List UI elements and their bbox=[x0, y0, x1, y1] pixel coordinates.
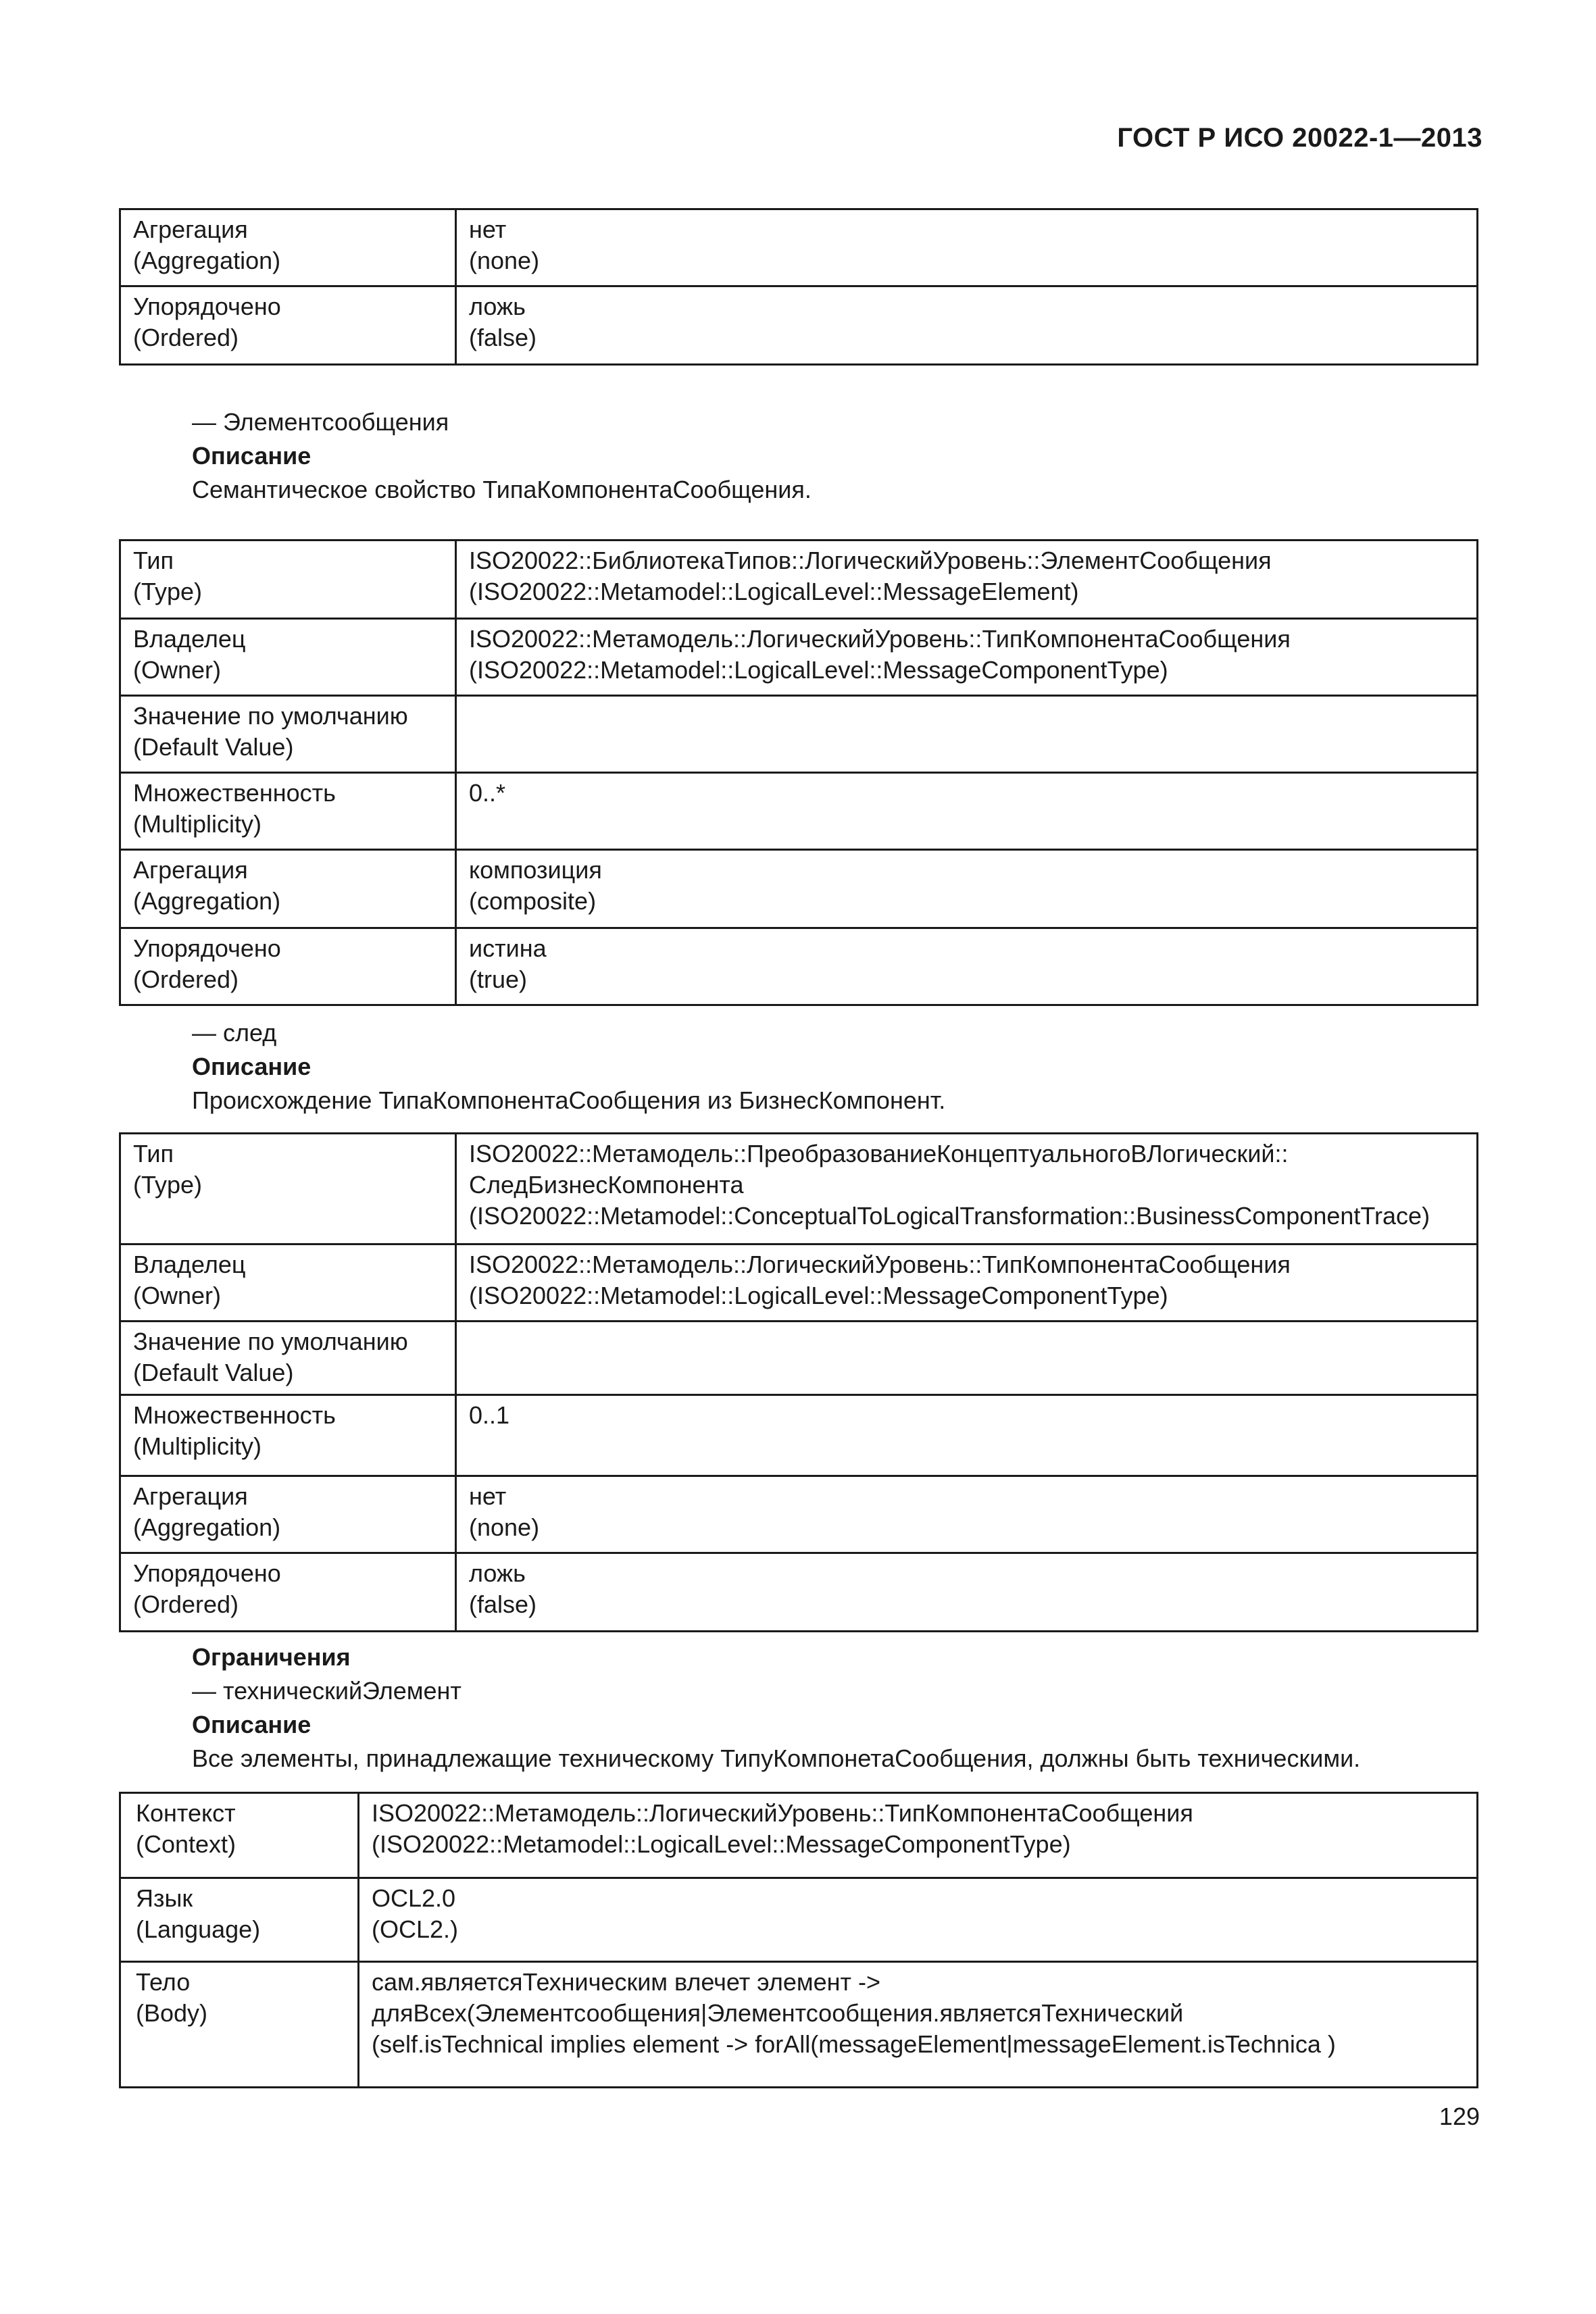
table-row bbox=[120, 1878, 1478, 1962]
property-value-en: (ISO20022::Metamodel::ConceptualToLogicalTransformation::BusinessComponentTrace) bbox=[469, 1202, 1430, 1230]
property-value-cell bbox=[456, 1244, 1478, 1322]
property-value-ru: ISO20022::БиблиотекаТипов::ЛогическийУровень::ЭлементСообщения bbox=[469, 547, 1272, 574]
property-name-en: (Ordered) bbox=[133, 965, 239, 993]
property-value-cell bbox=[359, 1962, 1478, 2088]
property-value-cell bbox=[456, 619, 1478, 696]
property-value-cell bbox=[456, 928, 1478, 1005]
property-value-cell bbox=[456, 773, 1478, 850]
property-name-cell bbox=[120, 773, 456, 850]
list-item: — Элементсообщения bbox=[192, 408, 449, 436]
property-name-ru: Значение по умолчанию bbox=[133, 1328, 408, 1355]
property-name-cell bbox=[120, 1134, 456, 1244]
section-message-element bbox=[192, 405, 812, 507]
property-value-cell bbox=[456, 1395, 1478, 1476]
page-number: 129 bbox=[1439, 2103, 1480, 2130]
property-table-message-element bbox=[119, 539, 1478, 1006]
property-name-ru: Владелец bbox=[133, 625, 246, 653]
table-row bbox=[120, 1476, 1478, 1553]
property-name-cell bbox=[120, 1476, 456, 1553]
section-constraints bbox=[192, 1640, 1360, 1776]
table-row bbox=[120, 619, 1478, 696]
property-name-en: (Language) bbox=[136, 1915, 261, 1943]
property-value-cell bbox=[456, 286, 1478, 365]
property-value-ru: нет bbox=[469, 216, 507, 243]
property-table-aggregation bbox=[119, 208, 1478, 366]
property-value-cell bbox=[456, 540, 1478, 619]
property-value-cell bbox=[359, 1878, 1478, 1962]
property-name-en: (Aggregation) bbox=[133, 1513, 281, 1541]
property-value-ru: истина bbox=[469, 934, 547, 962]
constraints-heading: Ограничения bbox=[192, 1643, 351, 1671]
property-name-ru: Упорядочено bbox=[133, 293, 281, 320]
property-value-cell bbox=[456, 696, 1478, 773]
property-value-en: (composite) bbox=[469, 887, 597, 915]
property-name-ru: Агрегация bbox=[133, 216, 248, 243]
property-name-en: (Owner) bbox=[133, 1282, 222, 1309]
property-name-cell bbox=[120, 1395, 456, 1476]
property-value-en: (none) bbox=[469, 1513, 540, 1541]
property-value-en: (ISO20022::Metamodel::LogicalLevel::MessageElement) bbox=[469, 578, 1079, 605]
property-name-ru: Тип bbox=[133, 1140, 174, 1167]
property-name-cell bbox=[120, 1553, 456, 1632]
property-name-cell bbox=[120, 1793, 359, 1878]
property-name-en: (Aggregation) bbox=[133, 887, 281, 915]
property-name-ru: Тело bbox=[136, 1968, 191, 1996]
table-row bbox=[120, 1134, 1478, 1244]
property-name-en: (Body) bbox=[136, 1999, 208, 2027]
property-name-ru: Упорядочено bbox=[133, 934, 281, 962]
list-item: — техническийЭлемент bbox=[192, 1677, 462, 1705]
property-value: OCL2.0 bbox=[372, 1884, 456, 1912]
property-name-ru: Значение по умолчанию bbox=[133, 702, 408, 730]
property-value-en: (ISO20022::Metamodel::LogicalLevel::MessageComponentType) bbox=[469, 656, 1168, 684]
property-name-ru: Язык bbox=[136, 1884, 193, 1912]
table-row bbox=[120, 286, 1478, 365]
property-name-en: (Type) bbox=[133, 1171, 203, 1199]
property-value-cell bbox=[456, 1553, 1478, 1632]
property-value-en: (false) bbox=[469, 1590, 537, 1618]
property-name-ru: Упорядочено bbox=[133, 1559, 281, 1587]
property-name-ru: Тип bbox=[133, 547, 174, 574]
table-row bbox=[120, 773, 1478, 850]
property-name-en: (Default Value) bbox=[133, 1359, 294, 1386]
property-name-cell bbox=[120, 1878, 359, 1962]
table-row bbox=[120, 1322, 1478, 1395]
property-name-ru: Множественность bbox=[133, 779, 336, 807]
property-value: 0..1 bbox=[469, 1401, 510, 1429]
property-name-ru: Агрегация bbox=[133, 856, 248, 884]
table-row bbox=[120, 209, 1478, 286]
property-name-en: (Multiplicity) bbox=[133, 1432, 262, 1460]
property-name-en: (Default Value) bbox=[133, 733, 294, 761]
description-heading: Описание bbox=[192, 1711, 311, 1738]
ocl-body-line-3: (self.isTechnical implies element -> forAll(messageElement|messageElement.isTechnica ) bbox=[372, 2030, 1336, 2058]
table-row bbox=[120, 540, 1478, 619]
table-row bbox=[120, 1395, 1478, 1476]
table-row bbox=[120, 696, 1478, 773]
property-name-cell bbox=[120, 619, 456, 696]
table-row bbox=[120, 928, 1478, 1005]
property-name-cell bbox=[120, 1244, 456, 1322]
property-value-en: (none) bbox=[469, 247, 540, 274]
property-name-ru: Контекст bbox=[136, 1799, 236, 1827]
property-value-en: (true) bbox=[469, 965, 528, 993]
property-value-ru: ISO20022::Метамодель::ЛогическийУровень::ТипКомпонентаСообщения bbox=[469, 625, 1291, 653]
property-value-cell bbox=[456, 850, 1478, 928]
property-name-cell bbox=[120, 540, 456, 619]
property-value-ru: ISO20022::Метамодель::ЛогическийУровень::ТипКомпонентаСообщения bbox=[469, 1251, 1291, 1278]
property-value-ru: ложь bbox=[469, 293, 526, 320]
property-value-en: (ISO20022::Metamodel::LogicalLevel::MessageComponentType) bbox=[469, 1282, 1168, 1309]
section-trace bbox=[192, 1016, 945, 1117]
property-name-ru: Агрегация bbox=[133, 1482, 248, 1510]
property-value-ru: ложь bbox=[469, 1559, 526, 1587]
table-row bbox=[120, 850, 1478, 928]
property-name-cell bbox=[120, 1322, 456, 1395]
property-value-ru: ISO20022::Метамодель::ЛогическийУровень::ТипКомпонентаСообщения bbox=[372, 1799, 1193, 1827]
description-heading: Описание bbox=[192, 442, 311, 470]
property-value-en: (false) bbox=[469, 324, 537, 351]
property-value-cell bbox=[359, 1793, 1478, 1878]
table-row bbox=[120, 1962, 1478, 2088]
property-value-ru: композиция bbox=[469, 856, 602, 884]
property-value-cell bbox=[456, 1476, 1478, 1553]
property-name-en: (Ordered) bbox=[133, 1590, 239, 1618]
property-name-cell bbox=[120, 696, 456, 773]
description-text: Все элементы, принадлежащие техническому ТипуКомпонетаСообщения, должны быть техническими. bbox=[192, 1744, 1361, 1772]
property-value-en: (ISO20022::Metamodel::LogicalLevel::MessageComponentType) bbox=[372, 1830, 1071, 1858]
property-value-cell bbox=[456, 1134, 1478, 1244]
table-row bbox=[120, 1793, 1478, 1878]
list-item: — след bbox=[192, 1019, 277, 1047]
description-heading: Описание bbox=[192, 1053, 311, 1080]
property-value-ru-cont: СледБизнесКомпонента bbox=[469, 1171, 744, 1199]
property-table-trace bbox=[119, 1132, 1478, 1632]
property-value-ru: ISO20022::Метамодель::ПреобразованиеКонцептуальногоВЛогический:: bbox=[469, 1140, 1289, 1167]
property-name-cell bbox=[120, 209, 456, 286]
property-name-ru: Множественность bbox=[133, 1401, 336, 1429]
property-name-en: (Aggregation) bbox=[133, 247, 281, 274]
property-name-en: (Type) bbox=[133, 578, 203, 605]
ocl-body-line-1: сам.являетсяТехническим влечет элемент -> bbox=[372, 1968, 881, 1996]
property-name-en: (Ordered) bbox=[133, 324, 239, 351]
table-row bbox=[120, 1553, 1478, 1632]
property-name-en: (Context) bbox=[136, 1830, 236, 1858]
property-value-ru: нет bbox=[469, 1482, 507, 1510]
property-name-cell bbox=[120, 850, 456, 928]
ocl-body-line-2: дляВсех(Элементсообщения|Элементсообщения.являетсяТехнический bbox=[372, 1999, 1184, 2027]
constraint-table bbox=[119, 1792, 1478, 2088]
document-code: ГОСТ Р ИСО 20022-1—2013 bbox=[1117, 123, 1482, 153]
property-value-alt: (OCL2.) bbox=[372, 1915, 459, 1943]
property-name-cell bbox=[120, 1962, 359, 2088]
property-name-cell bbox=[120, 928, 456, 1005]
property-value-cell bbox=[456, 1322, 1478, 1395]
table-row bbox=[120, 1244, 1478, 1322]
property-value: 0..* bbox=[469, 779, 506, 807]
property-name-cell bbox=[120, 286, 456, 365]
description-text: Семантическое свойство ТипаКомпонентаСообщения. bbox=[192, 476, 812, 503]
description-text: Происхождение ТипаКомпонентаСообщения из БизнесКомпонент. bbox=[192, 1086, 946, 1114]
property-name-ru: Владелец bbox=[133, 1251, 246, 1278]
property-name-en: (Owner) bbox=[133, 656, 222, 684]
property-name-en: (Multiplicity) bbox=[133, 810, 262, 838]
property-value-cell bbox=[456, 209, 1478, 286]
